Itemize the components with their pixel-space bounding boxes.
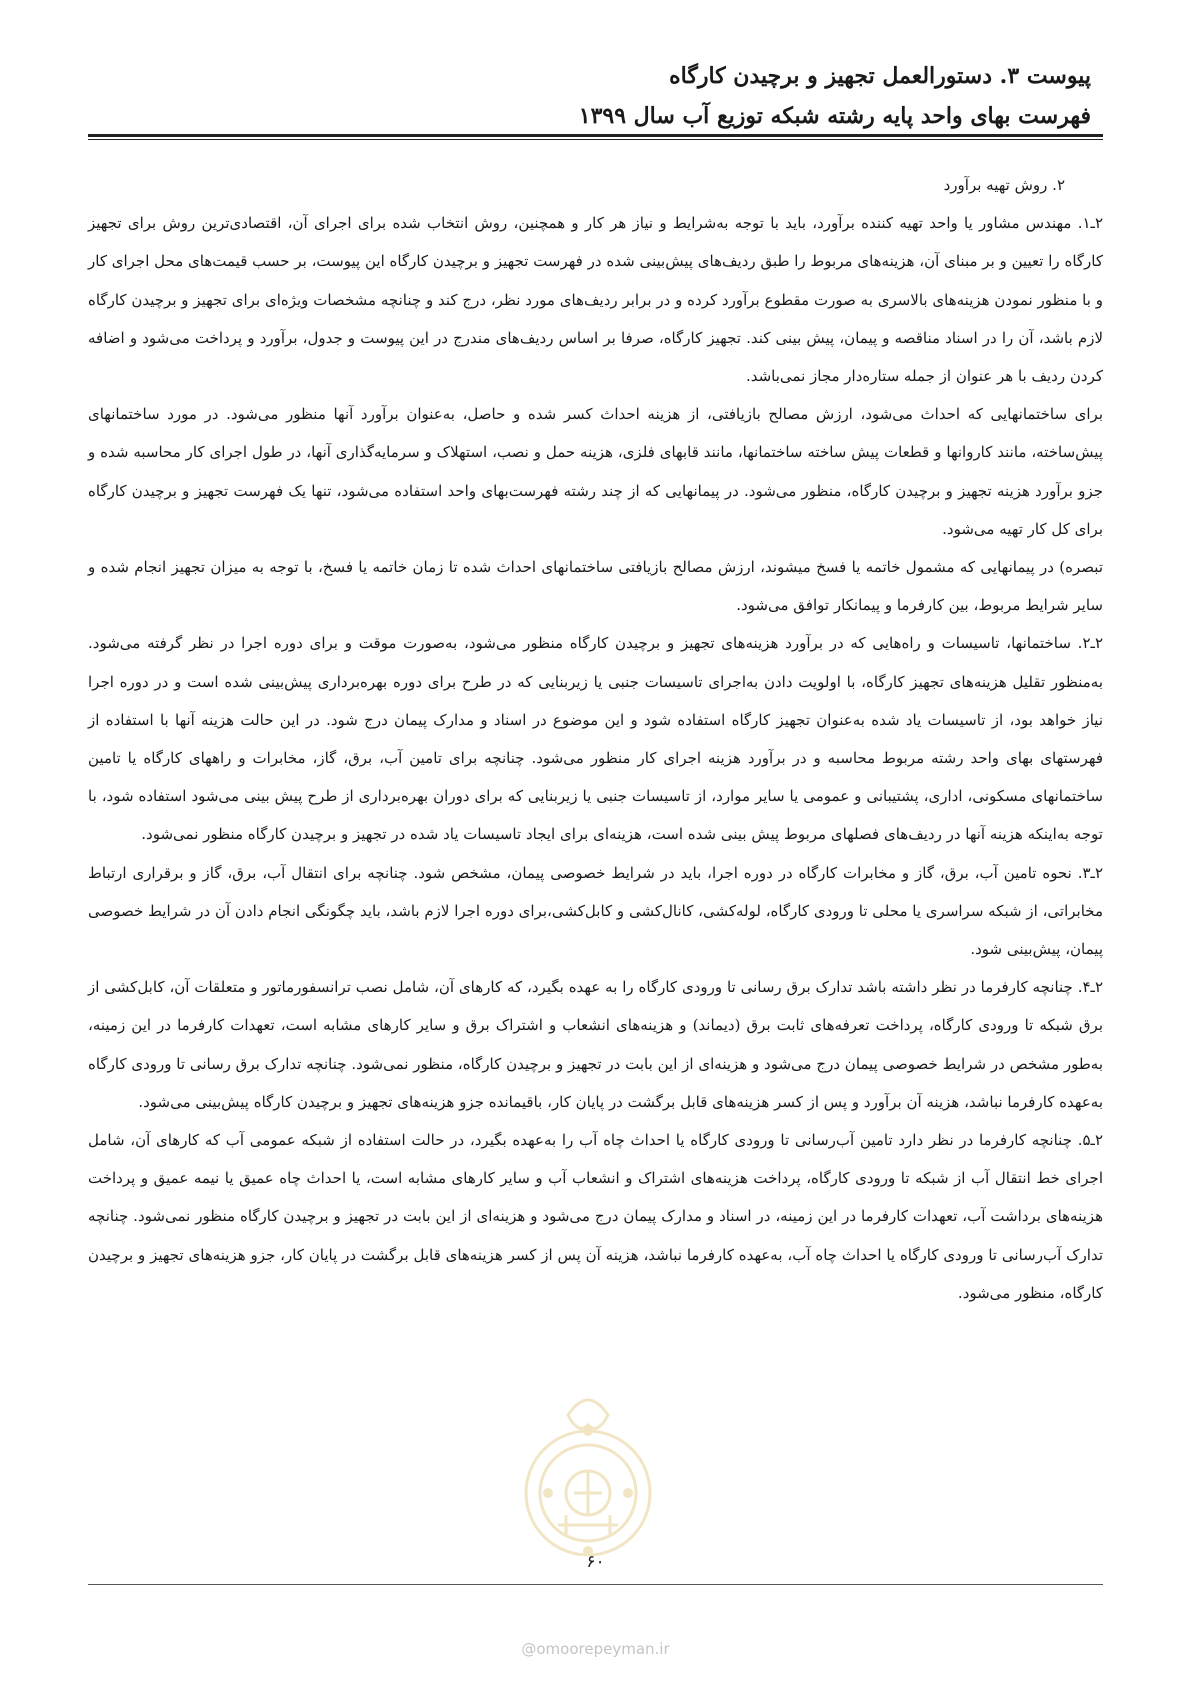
page-header — [100, 56, 1091, 136]
header-title-line1: پیوست ۳. دستورالعمل تجهیز و برچیدن کارگاه — [669, 63, 1091, 89]
seal-logo-icon — [508, 1375, 668, 1565]
paragraph-2-3: ۲ـ۳. نحوه تامین آب، برق، گاز و مخابرات کارگاه در دوره اجرا، باید در شرایط خصوصی پیمان، مشخص شود. چنانچه برای انتقال آب، برق، گاز و برقراری ارتباط مخابراتی، از شبکه سراسری یا محلی تا ورودی کارگاه، لوله‌کشی، کانال‌کشی و کابل‌کشی،برای دوره اجرا لازم باشد، باید چگونگی انجام دادن آن در شرایط خصوصی پیمان، پیش‌بینی شود. — [88, 863, 1103, 959]
page-number: ۶۰ — [586, 1552, 605, 1572]
header-rule-thick — [88, 134, 1103, 137]
document-body — [88, 166, 1103, 1312]
paragraph-2-5: ۲ـ۵. چنانچه کارفرما در نظر دارد تامین آب‌رسانی تا ورودی کارگاه یا احداث چاه آب را به‌عهده بگیرد، در حالت استفاده از شبکه عمومی آب که کارهای آن، شامل اجرای خط انتقال آب از شبکه تا ورودی کارگاه، پرداخت هزینه‌های اشتراک و انشعاب آب و سایر کارهای مشابه است، یا احداث چاه عمیق یا نیمه عمیق و پرداخت هزینه‌های برداشت آب، تعهدات کارفرما در این زمینه، در اسناد و مدارک پیمان درج می‌شود و هزینه‌ای از این بابت در تجهیز و برچیدن کارگاه منظور نمی‌شود. چنانچه تدارک آب‌رسانی تا ورودی کارگاه یا احداث چاه آب، به‌عهده کارفرما نباشد، هزینه آن پس از کسر هزینه‌های قابل برگشت در پایان کار، جزو هزینه‌های تجهیز و برچیدن کارگاه، منظور می‌شود. — [88, 1131, 1103, 1302]
footer-rule — [88, 1584, 1103, 1585]
paragraph-note: تبصره) در پیمانهایی که مشمول خاتمه یا فسخ میشوند، ارزش مصالح بازیافتی ساختمانهای احداث شده تا زمان خاتمه یا فسخ، با توجه به میزان تجهیز انجام شده و سایر شرایط مربوط، بین کارفرما و پیمانکار توافق می‌شود. — [88, 558, 1103, 615]
paragraph-buildings: برای ساختمانهایی که احداث می‌شود، ارزش مصالح بازیافتی، از هزینه احداث کسر شده و حاصل، به‌عنوان برآورد آنها منظور می‌شود. در مورد ساختمانهای پیش‌ساخته، مانند کاروانها و قطعات پیش ساخته ساختمانها، مانند قابهای فلزی، هزینه حمل و نصب، استهلاک و سرمایه‌گذاری آنها، در طول اجرای کار محاسبه شده و جزو برآورد هزینه تجهیز و برچیدن کارگاه، منظور می‌شود. در پیمانهایی که از چند رشته فهرست‌بهای واحد استفاده می‌شود، تنها یک فهرست تجهیز و برچیدن کارگاه برای کل کار تهیه می‌شود. — [88, 405, 1103, 538]
header-title-line2: فهرست بهای واحد پایه رشته شبکه توزیع آب سال ۱۳۹۹ — [578, 103, 1091, 129]
section-title: ۲. روش تهیه برآورد — [943, 176, 1065, 194]
header-rule-thin — [88, 139, 1103, 140]
paragraph-2-1: ۲ـ۱. مهندس مشاور یا واحد تهیه کننده برآورد، باید با توجه به‌شرایط و نیاز هر کار و همچنین، روش انتخاب شده برای اجرای آن، اقتصادی‌ترین روش برای تجهیز کارگاه را تعیین و بر مبنای آن، هزینه‌های مربوط را طبق ردیف‌های پیش‌بینی شده در فهرست تجهیز و برچیدن کارگاه این پیوست، بر حسب قیمت‌های محل اجرای کار و با منظور نمودن هزینه‌های بالاسری به صورت مقطوع برآورد کرده و در برابر ردیف‌های مورد نظر، درج کند و چنانچه مشخصات ویژه‌ای برای تجهیز و برچیدن کارگاه لازم باشد، آن را در اسناد مناقصه و پیمان، پیش بینی کند. تجهیز کارگاه، صرفا بر اساس ردیف‌های مندرج در این پیوست و جدول، برآورد و پرداخت می‌شود و اضافه کردن ردیف با هر عنوان از جمله ستاره‌دار مجاز نمی‌باشد. — [88, 214, 1103, 386]
paragraph-2-2: ۲ـ۲. ساختمانها، تاسیسات و راه‌هایی که در برآورد هزینه‌های تجهیز و برچیدن کارگاه منظور می‌شود، به‌صورت موقت و برای دوره اجرا در نظر گرفته می‌شود. به‌منظور تقلیل هزینه‌های تجهیز کارگاه، با اولویت دادن به‌اجرای تاسیسات جنبی یا زیربنایی که در طرح برای دوره بهره‌برداری پیش‌بینی شده است و در دوره اجرا نیاز خواهد بود، از تاسیسات یاد شده به‌عنوان تجهیز کارگاه استفاده شود و این موضوع در اسناد و مدارک پیمان درج شود. در این حالت هزینه آنها با استفاده از فهرستهای بهای واحد رشته مربوط محاسبه و در برآورد هزینه اجرای کار منظور می‌شود. چنانچه برای تامین آب، برق، گاز، مخابرات و راههای کارگاه یا تامین ساختمانهای مسکونی، اداری، پشتیبانی و عمومی یا سایر موارد، از تاسیسات جنبی یا زیربنایی که برای دوران بهره‌برداری از طرح پیش بینی می‌شود استفاده شود، با توجه به‌اینکه هزینه آنها در ردیف‌های فصلهای مربوط پیش بینی شده است، هزینه‌ای برای ایجاد تاسیسات یاد شده در تجهیز و برچیدن کارگاه منظور نمی‌شود. — [88, 634, 1103, 844]
paragraph-2-4: ۲ـ۴. چنانچه کارفرما در نظر داشته باشد تدارک برق رسانی تا ورودی کارگاه را به عهده بگیرد، که کارهای آن، شامل نصب ترانسفورماتور و متعلقات آن، کابل‌کشی از برق شبکه تا ورودی کارگاه، پرداخت تعرفه‌های ثابت برق (دیماند) و هزینه‌های انشعاب و اشتراک برق و سایر کارهای مشابه است، تعهدات کارفرما در این زمینه، به‌طور مشخص در شرایط خصوصی پیمان درج می‌شود و هزینه‌ای از این بابت در تجهیز و برچیدن کارگاه، منظور نمی‌شود. چنانچه تدارک برق رسانی تا ورودی کارگاه به‌عهده کارفرما نباشد، هزینه آن برآورد و پس از کسر هزینه‌های قابل برگشت در پایان کار، باقیمانده جزو هزینه‌های تجهیز و برچیدن کارگاه پیش‌بینی می‌شود. — [88, 978, 1103, 1111]
watermark-site-label: @omoorepeyman.ir — [521, 1640, 670, 1658]
